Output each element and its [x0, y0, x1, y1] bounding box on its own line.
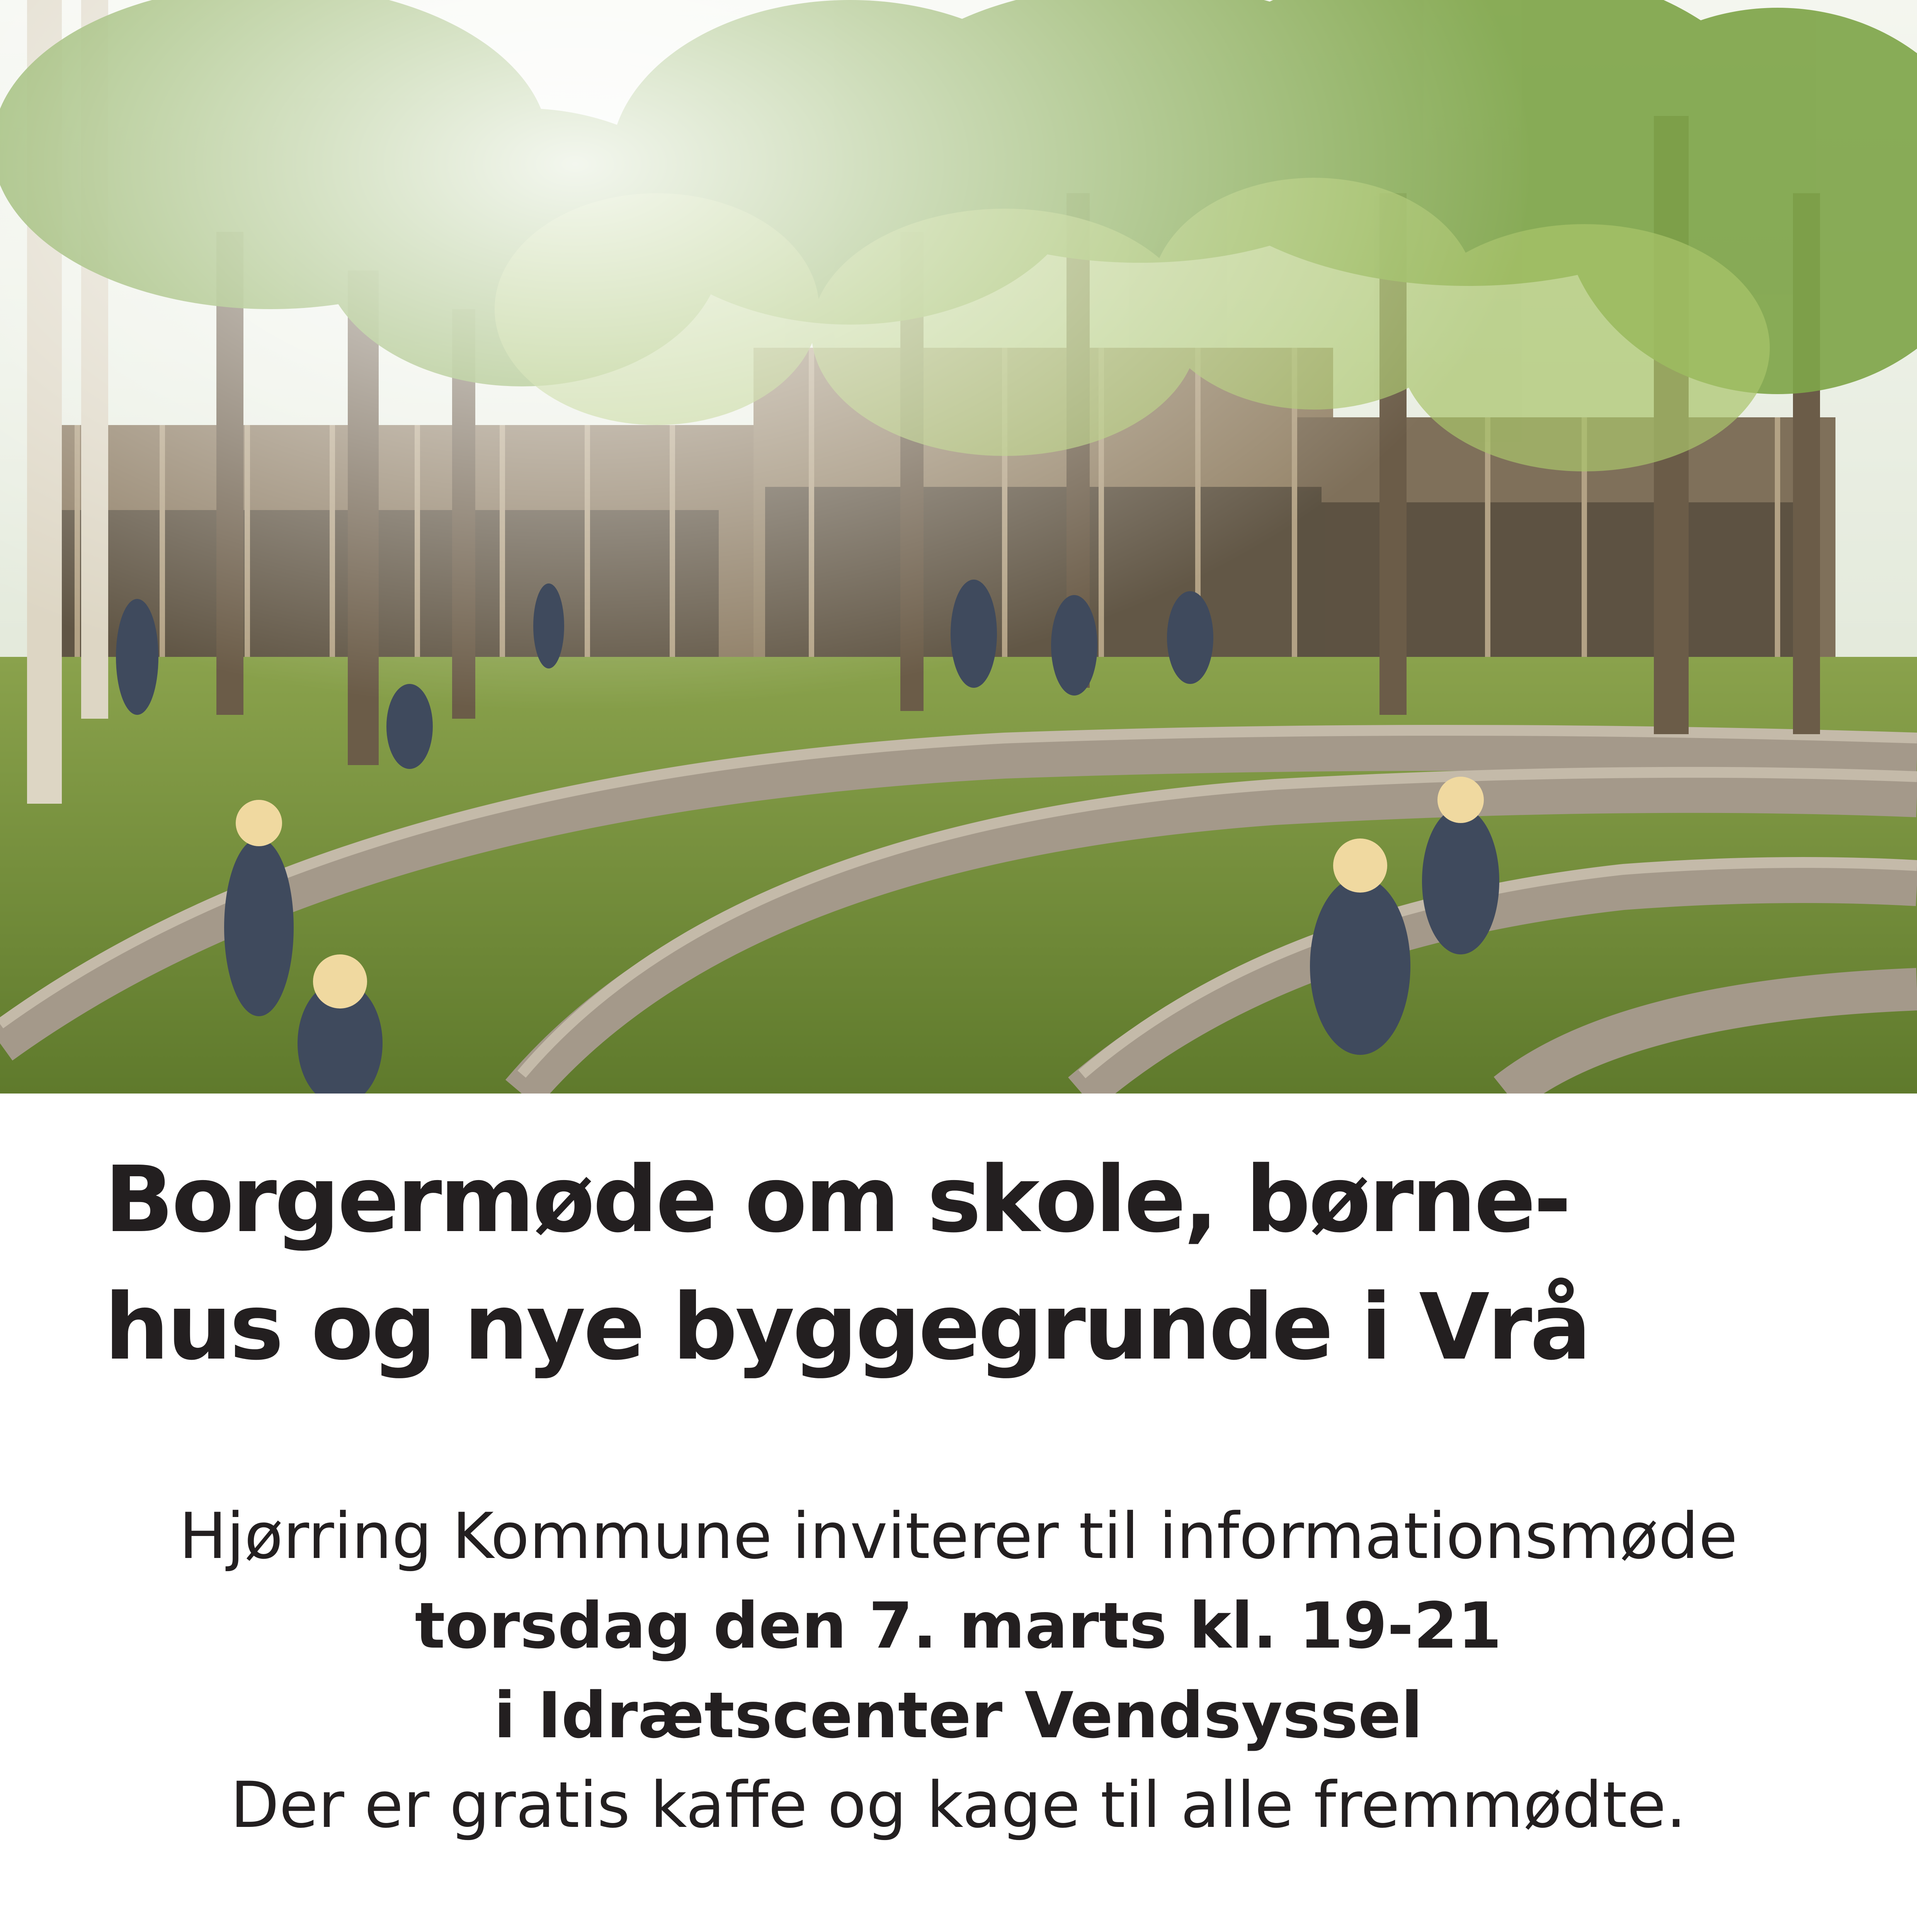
- invitation-date: torsdag den 7. marts kl. 19-21: [415, 1589, 1502, 1663]
- page-headline: [104, 1136, 1843, 1391]
- invitation-venue: i Idrætscenter Vendsyssel: [494, 1679, 1423, 1752]
- headline-line-1: Borgermøde om skole, børne-: [104, 1146, 1569, 1253]
- invitation-block: [116, 1492, 1801, 1850]
- invitation-host: Hjørring Kommune inviterer til informationsmøde: [179, 1499, 1738, 1573]
- headline-line-2: hus og nye byggegrunde i Vrå: [104, 1274, 1589, 1380]
- invitation-refreshments: Der er gratis kaffe og kage til alle fremmødte.: [230, 1768, 1686, 1842]
